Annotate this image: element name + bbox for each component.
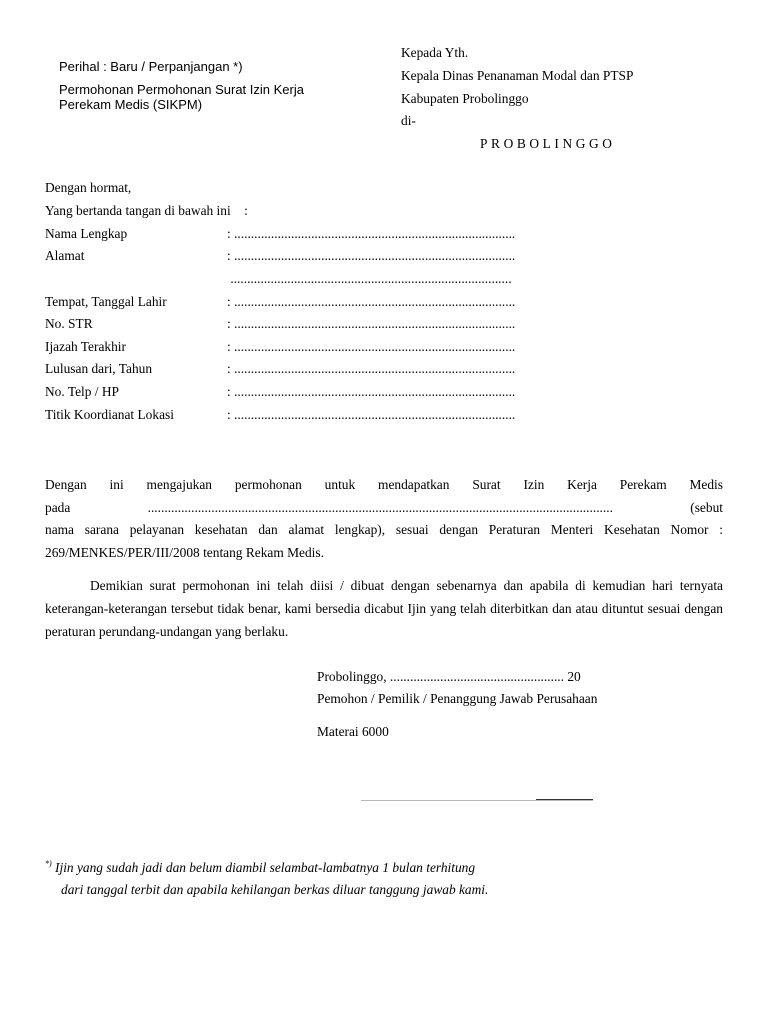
field-blank[interactable]: : .................................................................................... — [227, 294, 516, 309]
subject-line-1: Permohonan Permohonan Surat Izin Kerja — [59, 82, 304, 97]
form-row-koordinat — [45, 407, 575, 425]
signer-role: Pemohon / Pemilik / Penanggung Jawab Perusahaan — [317, 691, 598, 706]
recipient-line-2: Kepala Dinas Penanaman Modal dan PTSP — [401, 68, 634, 83]
form-row-lulusan — [45, 361, 575, 379]
footnote-marker: *) — [45, 859, 52, 868]
signature-line — [361, 800, 593, 801]
footnote-line-1 — [45, 859, 475, 876]
intro-line: Yang bertanda tangan di bawah ini : — [45, 203, 248, 218]
form-row-alamat — [45, 248, 575, 266]
field-label: Titik Koordianat Lokasi — [45, 407, 174, 422]
field-label: Ijazah Terakhir — [45, 339, 126, 354]
place-date: Probolinggo, .................................................... 20 — [317, 669, 581, 684]
field-blank[interactable]: : .................................................................................... — [227, 361, 516, 376]
request-line-1: Dengan ini mengajukan permohonan untuk mendapatkan Surat Izin Kerja Perekam Medis — [45, 477, 723, 492]
subject-line-2: Perekam Medis (SIKPM) — [59, 97, 203, 112]
signature-line-mark — [536, 799, 593, 800]
form-row-ijazah — [45, 339, 575, 357]
field-label: Nama Lengkap — [45, 226, 128, 241]
field-blank[interactable]: : .................................................................................... — [227, 316, 516, 331]
form-row-telp — [45, 384, 575, 402]
closing-paragraph: Demikian surat permohonan ini telah diisi / dibuat dengan sebenarnya dan apabila di kemudian hari ternyata keterangan-keterangan tersebut tidak benar, kami bersedia dicabut Ijin yang telah diterbitkan dan atau dituntut sesuai dengan peraturan perundang-undangan yang berlaku. — [45, 578, 723, 639]
recipient-line-3: Kabupaten Probolinggo — [401, 91, 529, 106]
footnote-line-2: dari tanggal terbit dan apabila kehilangan berkas diluar tanggung jawab kami. — [61, 882, 489, 897]
field-label: No. STR — [45, 316, 93, 331]
perihal-line: Perihal : Baru / Perpanjangan *) — [59, 59, 243, 74]
form-row-nama — [45, 226, 575, 244]
field-label: Lulusan dari, Tahun — [45, 361, 153, 376]
field-label: No. Telp / HP — [45, 384, 119, 399]
field-blank[interactable]: .................................................................................... — [227, 271, 512, 286]
field-label: Alamat — [45, 248, 85, 263]
recipient-line-4: di- — [401, 113, 416, 128]
recipient-city: PROBOLINGGO — [480, 136, 616, 151]
field-blank[interactable]: : .................................................................................... — [227, 226, 516, 241]
field-label: Tempat, Tanggal Lahir — [45, 294, 167, 309]
greeting: Dengan hormat, — [45, 180, 132, 195]
form-row-alamat-cont — [45, 271, 575, 289]
field-blank[interactable]: : .................................................................................... — [227, 339, 516, 354]
request-line-4: 269/MENKES/PER/III/2008 tentang Rekam Medis. — [45, 545, 324, 560]
stamp-label: Materai 6000 — [317, 724, 389, 739]
field-blank[interactable]: : .................................................................................... — [227, 384, 516, 399]
request-line-3: nama sarana pelayanan kesehatan dan alamat lengkap), sesuai dengan Peraturan Menteri Kesehatan Nomor : — [45, 522, 723, 537]
recipient-line-1: Kepada Yth. — [401, 45, 469, 60]
field-blank[interactable]: : .................................................................................... — [227, 407, 516, 422]
form-row-ttl — [45, 294, 575, 312]
request-line-2: pada ........................................................................................................................................... (sebut — [45, 500, 723, 515]
field-blank[interactable]: : .................................................................................... — [227, 248, 516, 263]
form-row-str — [45, 316, 575, 334]
footnote-text-1: Ijin yang sudah jadi dan belum diambil selambat-lambatnya 1 bulan terhitung — [55, 860, 476, 875]
